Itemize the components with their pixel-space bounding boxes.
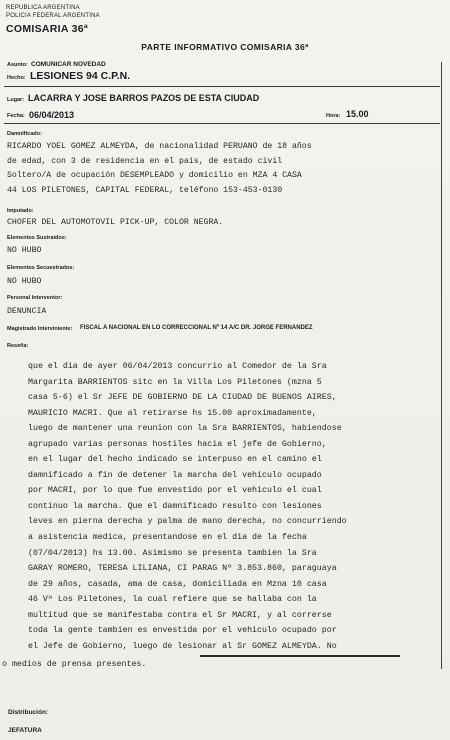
resena-line: agrupado varias personas hostiles hacia el jefe de Gobierno,: [28, 439, 327, 449]
resena-line: GARAY ROMERO, TERESA LILIANA, CI PARAG Nº 3.853.860, paraguaya: [28, 564, 337, 574]
secuestrados-label: Elementos Secuestrados:: [7, 265, 75, 271]
document-title: PARTE INFORMATIVO COMISARIA 36ª: [141, 42, 309, 52]
imputado-value: CHOFER DEL AUTOMOTOVIL PICK-UP, COLOR NEGRA.: [7, 218, 224, 227]
lugar-label: Lugar:: [7, 97, 25, 103]
resena-line: toda la gente tambien es envestida por el vehiculo ocupado por: [28, 626, 337, 636]
damnificado-line: de edad, con 3 de residencia en el país, de estado civil: [7, 157, 283, 166]
lugar-value: LACARRA Y JOSE BARROS PAZOS DE ESTA CIUDAD: [28, 93, 260, 103]
damnificado-line: 44 LOS PILETONES, CAPITAL FEDERAL, teléfono 153-453-0130: [7, 186, 283, 195]
damnificado-line: RICARDO YOEL GOMEZ ALMEYDA, de nacionalidad PERUANO de 18 años: [7, 142, 312, 151]
resena-line: el Jefe de Gobierno, luego de lesionar al Sr GOMEZ ALMEYDA. No: [28, 641, 337, 651]
magistrado-label: Magistrado Interviniente:: [7, 326, 73, 332]
resena-line: leves en pierna derecha y palma de mano derecha, no concurriendo: [28, 517, 347, 527]
resena-line: de 29 años, casada, ama de casa, domiciliada en Mzna 10 casa: [28, 579, 327, 589]
damnificado-line: Soltero/A de ocupación DESEMPLEADO y domicilio en MZA 4 CASA: [7, 171, 302, 180]
resena-line: luego de mantener una reunion con la Sra BARRIENTOS, habiendose: [28, 424, 342, 434]
hecho-value: LESIONES 94 C.P.N.: [30, 70, 131, 82]
resena-line: por MACRI, por lo que fue envestido por el vehiculo el cual: [28, 486, 322, 496]
sustraidos-value: NO HUBO: [7, 246, 42, 255]
header-police: POLICIA FEDERAL ARGENTINA: [6, 13, 100, 19]
resena-line: continuo la marcha. Que el damnificado resulto con lesiones: [28, 501, 322, 511]
resena-line: MAURICIO MACRI. Que al retirarse hs 15.00 aproximadamente,: [28, 408, 317, 418]
asunto-value: COMUNICAR NOVEDAD: [31, 61, 106, 68]
header-comisaria: COMISARIA 36ª: [6, 23, 89, 35]
resena-line: 46 Vª Los Piletones, la cual refiere que se hallaba con la: [28, 595, 317, 605]
distribucion-value: JEFATURA: [8, 727, 42, 734]
hora-value: 15.00: [346, 109, 369, 119]
hora-label: Hora:: [326, 113, 341, 119]
resena-line: damnificado a fin de detener la marcha del vehiculo ocupado: [28, 470, 322, 480]
resena-line: en el lugar del hecho indicado se interpuso en el camino el: [28, 455, 322, 465]
resena-label: Reseña:: [7, 343, 29, 349]
sustraidos-label: Elementos Sustraídos:: [7, 235, 67, 241]
resena-line: a asistencia medica, presentandose en el dia de la fecha: [28, 533, 307, 543]
divider: [4, 86, 440, 87]
underline-mark: [200, 655, 400, 657]
imputado-label: Imputado:: [7, 208, 34, 214]
resena-tail: o medios de prensa presentes.: [2, 660, 147, 669]
damnificado-label: Damnificado:: [7, 131, 42, 137]
asunto-label: Asunto:: [7, 62, 28, 68]
magistrado-value: FISCAL A NACIONAL EN LO CORRECCIONAL Nº 14 A/C DR. JORGE FERNANDEZ: [80, 325, 313, 331]
resena-line: que el dia de ayer 06/04/2013 concurrio al Comedor de la Sra: [28, 362, 327, 371]
resena-line: Margarita BARRIENTOS sitc en la Villa Los Piletones (mzna 5: [28, 377, 322, 387]
personal-value: DENUNCIA: [7, 307, 47, 316]
resena-line: casa 5-6) el Sr JEFE DE GOBIERNO DE LA CIUDAD DE BUENOS AIRES,: [28, 393, 337, 403]
fecha-value: 06/04/2013: [29, 110, 75, 120]
header-republic: REPUBLICA ARGENTINA: [6, 5, 80, 11]
resena-line: (07/04/2013) hs 13.00. Asimismo se presenta tambien la Sra: [28, 548, 317, 558]
secuestrados-value: NO HUBO: [7, 277, 42, 286]
resena-line: multitud que se manifestaba contra el Sr MACRI, y al correrse: [28, 610, 332, 620]
resena-text: [28, 359, 423, 654]
personal-label: Personal Interventor:: [7, 295, 63, 301]
divider: [4, 123, 440, 124]
hecho-label: Hecho:: [7, 75, 26, 81]
distribucion-label: Distribución:: [8, 709, 49, 716]
fecha-label: Fecha:: [7, 113, 25, 119]
